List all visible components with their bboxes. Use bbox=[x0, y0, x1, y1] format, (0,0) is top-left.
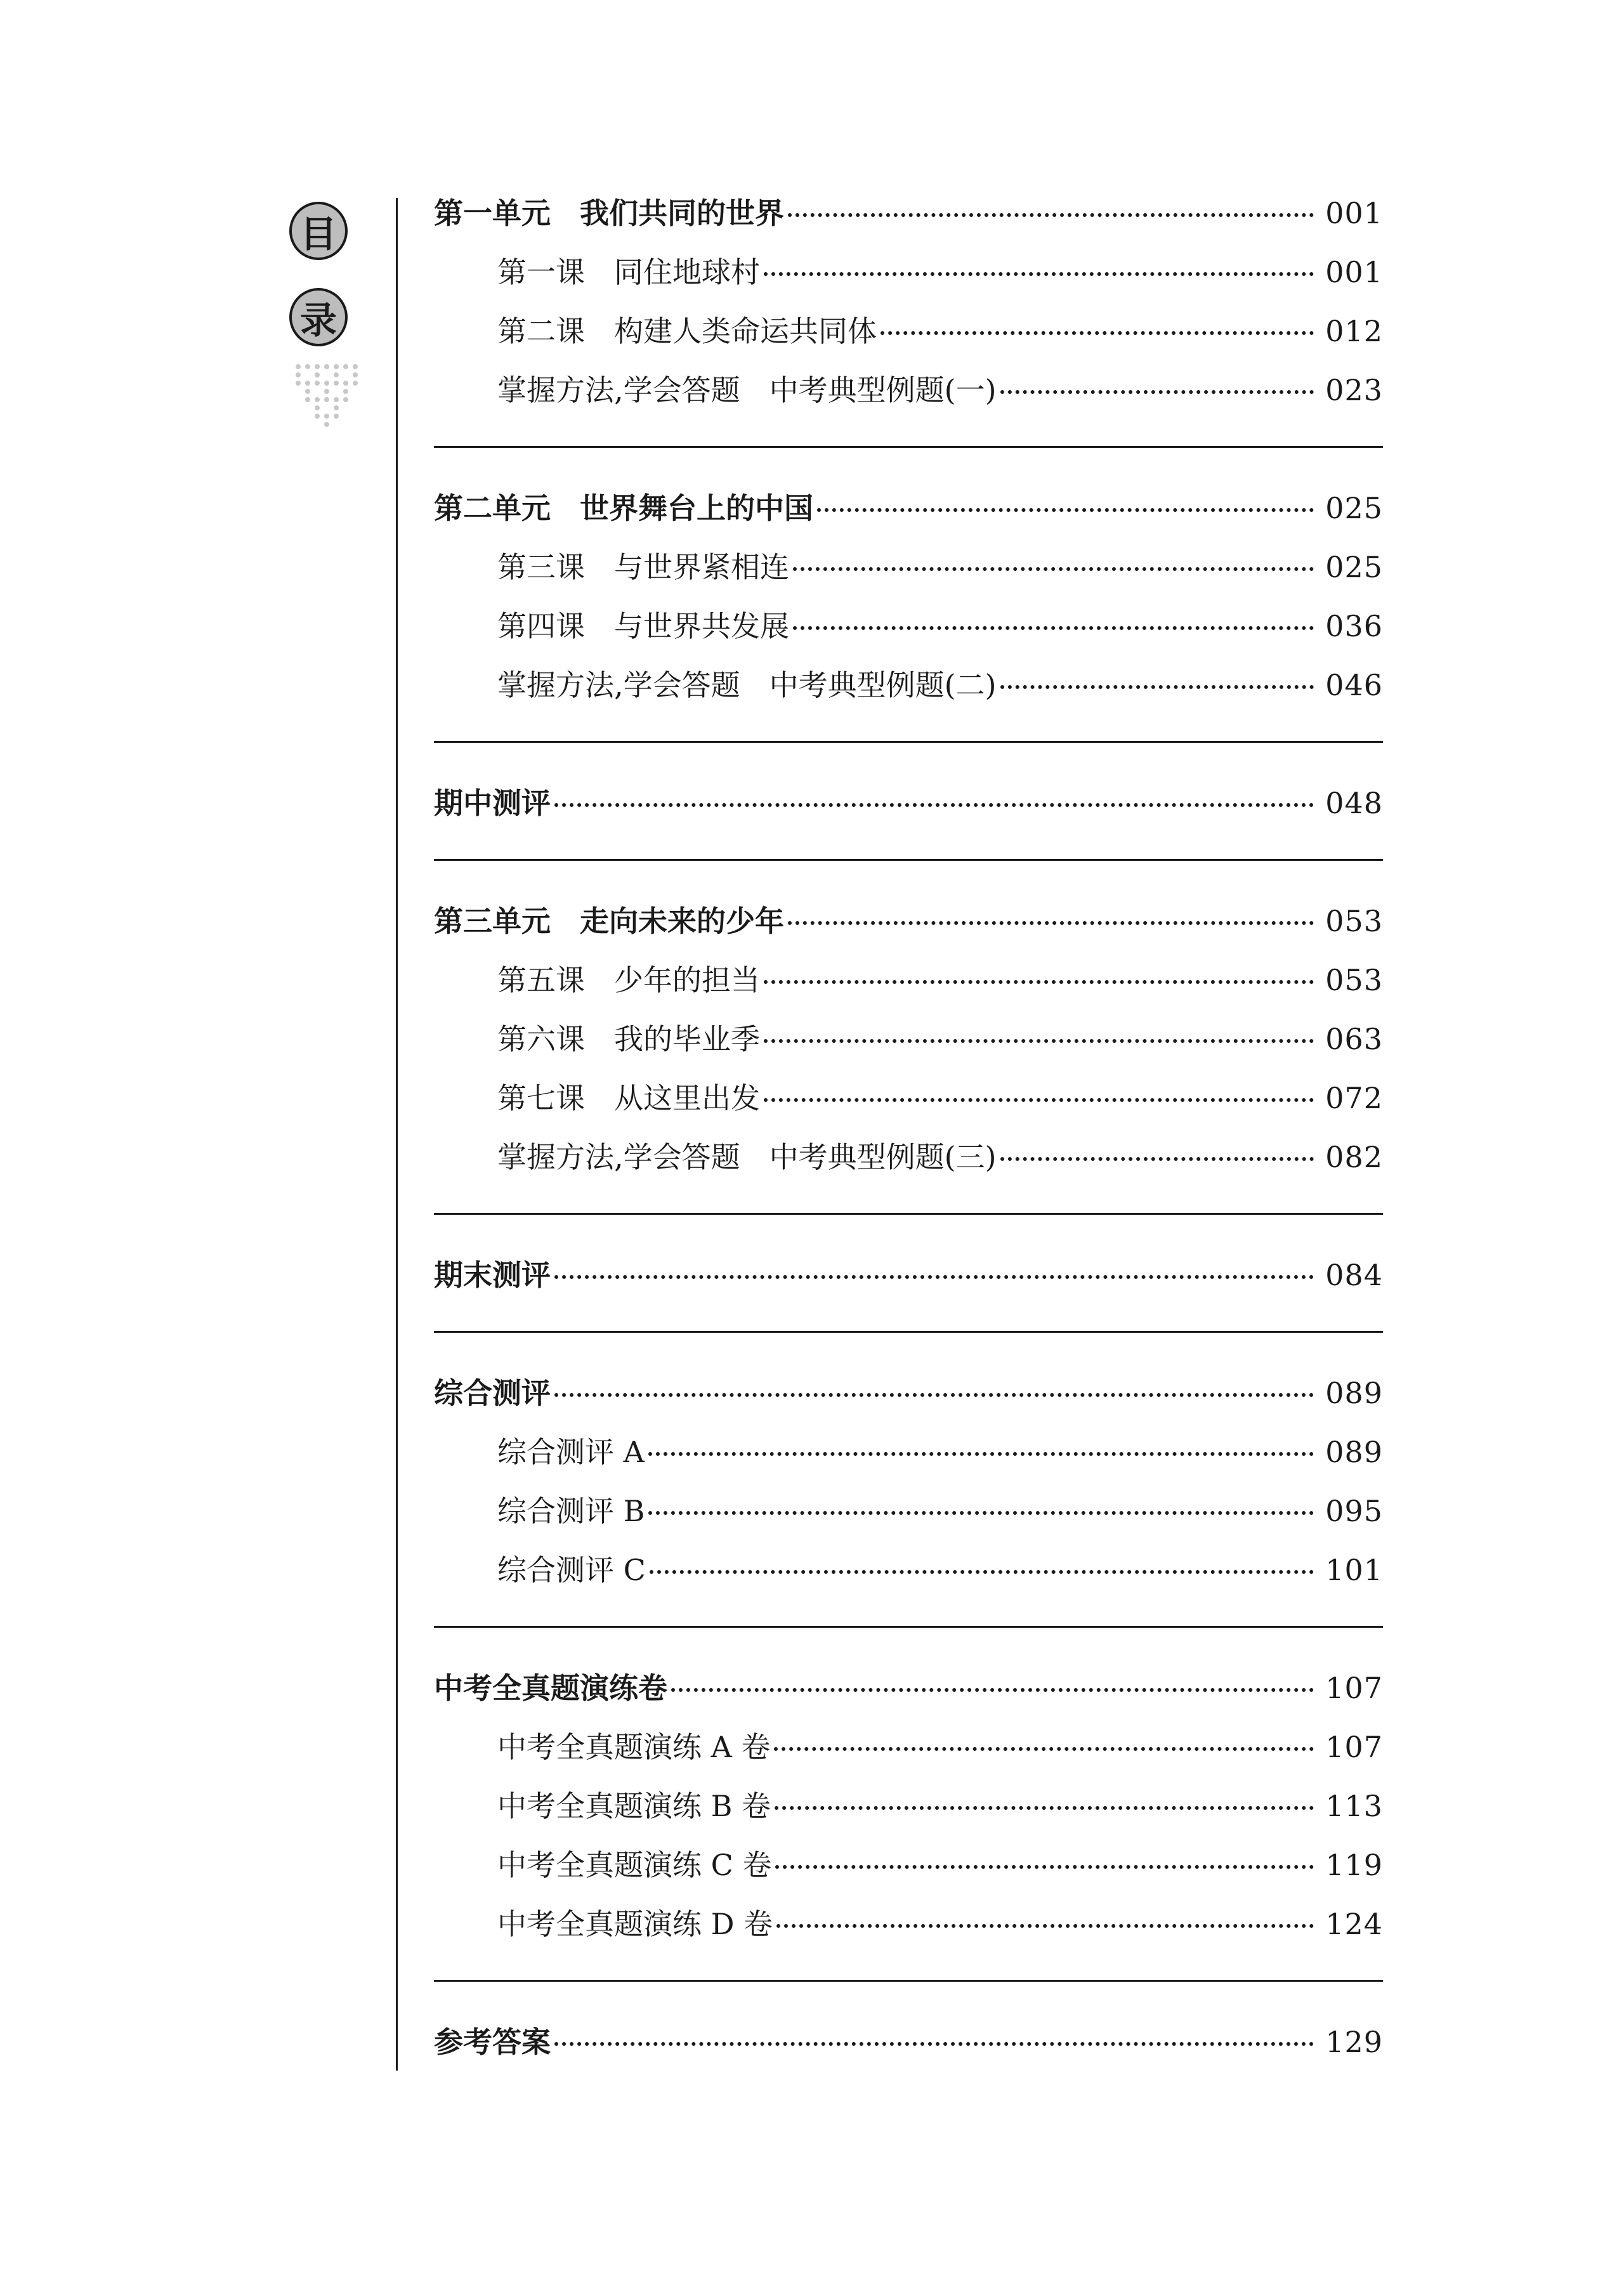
table-of-contents bbox=[434, 184, 1383, 2072]
dot-ornament-icon bbox=[296, 364, 350, 427]
toc-lesson-entry[interactable] bbox=[434, 243, 1383, 302]
toc-lesson-entry-page-number: 036 bbox=[1325, 609, 1383, 643]
section-separator bbox=[434, 1213, 1383, 1215]
toc-lesson-entry[interactable] bbox=[434, 1010, 1383, 1069]
toc-lesson-entry-title: 第一课 同住地球村 bbox=[497, 255, 760, 289]
toc-lesson-entry-page-number: 119 bbox=[1325, 1848, 1383, 1882]
dot-leader bbox=[554, 1393, 1314, 1397]
toc-lesson-entry-page-number: 082 bbox=[1325, 1140, 1383, 1174]
toc-lesson-entry-title: 第四课 与世界共发展 bbox=[497, 609, 789, 643]
toc-badge-lu: 录 bbox=[289, 288, 348, 346]
toc-section-entry-title: 参考答案 bbox=[434, 2025, 551, 2059]
toc-section-entry-page-number: 107 bbox=[1325, 1671, 1383, 1705]
toc-lesson-entry-page-number: 095 bbox=[1325, 1494, 1383, 1528]
toc-lesson-entry-title: 中考全真题演练 D 卷 bbox=[497, 1907, 773, 1941]
toc-lesson-entry-page-number: 107 bbox=[1325, 1730, 1383, 1764]
dot-leader bbox=[764, 1098, 1314, 1102]
toc-lesson-entry[interactable] bbox=[434, 1895, 1383, 1954]
toc-lesson-entry-page-number: 046 bbox=[1325, 668, 1383, 702]
toc-section-entry[interactable] bbox=[434, 1659, 1383, 1718]
toc-lesson-entry[interactable] bbox=[434, 361, 1383, 420]
toc-lesson-entry-page-number: 063 bbox=[1325, 1022, 1383, 1056]
section-separator bbox=[434, 1331, 1383, 1333]
toc-section-entry-title: 第一单元 我们共同的世界 bbox=[434, 196, 784, 230]
toc-lesson-entry-title: 中考全真题演练 B 卷 bbox=[497, 1789, 771, 1823]
section-separator bbox=[434, 741, 1383, 743]
dot-leader bbox=[881, 331, 1314, 335]
toc-section-entry[interactable] bbox=[434, 479, 1383, 538]
toc-lesson-entry-page-number: 053 bbox=[1325, 963, 1383, 997]
toc-section-entry[interactable] bbox=[434, 1364, 1383, 1423]
dot-leader bbox=[788, 921, 1314, 925]
dot-leader bbox=[793, 626, 1314, 630]
dot-leader bbox=[817, 508, 1314, 512]
toc-sidebar bbox=[289, 202, 350, 427]
dot-leader bbox=[1000, 390, 1314, 394]
toc-badge-mu: 目 bbox=[289, 202, 348, 260]
dot-leader bbox=[554, 2042, 1314, 2046]
dot-leader bbox=[1000, 1157, 1314, 1161]
toc-section-entry[interactable] bbox=[434, 2013, 1383, 2072]
toc-section-entry-page-number: 001 bbox=[1325, 196, 1383, 230]
section-separator bbox=[434, 446, 1383, 448]
toc-lesson-entry-page-number: 072 bbox=[1325, 1081, 1383, 1115]
toc-lesson-entry-page-number: 124 bbox=[1325, 1907, 1383, 1941]
dot-leader bbox=[648, 1452, 1314, 1456]
section-separator bbox=[434, 1980, 1383, 1982]
toc-lesson-entry[interactable] bbox=[434, 1836, 1383, 1895]
toc-section-entry-title: 第二单元 世界舞台上的中国 bbox=[434, 491, 813, 525]
toc-lesson-entry[interactable] bbox=[434, 1777, 1383, 1836]
toc-section-entry-page-number: 084 bbox=[1325, 1258, 1383, 1292]
dot-leader bbox=[776, 1924, 1314, 1928]
toc-lesson-entry[interactable] bbox=[434, 1128, 1383, 1187]
toc-lesson-entry[interactable] bbox=[434, 302, 1383, 361]
dot-leader bbox=[554, 803, 1314, 807]
section-separator bbox=[434, 1626, 1383, 1628]
dot-leader bbox=[764, 980, 1314, 984]
toc-lesson-entry-title: 第六课 我的毕业季 bbox=[497, 1022, 760, 1056]
dot-leader bbox=[793, 567, 1314, 571]
toc-lesson-entry-title: 第七课 从这里出发 bbox=[497, 1081, 760, 1115]
dot-leader bbox=[1000, 685, 1314, 689]
toc-lesson-entry-page-number: 025 bbox=[1325, 550, 1383, 584]
toc-section-entry-title: 中考全真题演练卷 bbox=[434, 1671, 667, 1705]
toc-lesson-entry-title: 掌握方法,学会答题 中考典型例题(三) bbox=[497, 1140, 997, 1174]
section-separator bbox=[434, 859, 1383, 861]
toc-lesson-entry-title: 掌握方法,学会答题 中考典型例题(一) bbox=[497, 373, 997, 407]
toc-section-entry-title: 第三单元 走向未来的少年 bbox=[434, 904, 784, 938]
toc-section-entry-page-number: 129 bbox=[1325, 2025, 1383, 2059]
toc-section-entry-page-number: 053 bbox=[1325, 904, 1383, 938]
toc-lesson-entry-page-number: 023 bbox=[1325, 373, 1383, 407]
toc-lesson-entry-title: 综合测评 A bbox=[497, 1435, 645, 1469]
toc-section-entry-page-number: 048 bbox=[1325, 786, 1383, 820]
dot-leader bbox=[774, 1747, 1314, 1751]
toc-lesson-entry-title: 第二课 构建人类命运共同体 bbox=[497, 314, 877, 348]
toc-lesson-entry[interactable] bbox=[434, 656, 1383, 715]
toc-lesson-entry-title: 掌握方法,学会答题 中考典型例题(二) bbox=[497, 668, 997, 702]
dot-leader bbox=[671, 1688, 1314, 1692]
toc-section-entry[interactable] bbox=[434, 892, 1383, 951]
toc-lesson-entry-title: 中考全真题演练 C 卷 bbox=[497, 1848, 772, 1882]
toc-lesson-entry-title: 第五课 少年的担当 bbox=[497, 963, 760, 997]
toc-section-entry[interactable] bbox=[434, 184, 1383, 243]
vertical-divider bbox=[396, 198, 398, 2071]
toc-section-entry-title: 期中测评 bbox=[434, 786, 551, 820]
toc-lesson-entry-title: 综合测评 C bbox=[497, 1553, 646, 1587]
toc-section-entry-title: 期末测评 bbox=[434, 1258, 551, 1292]
dot-leader bbox=[764, 1039, 1314, 1043]
toc-lesson-entry[interactable] bbox=[434, 1718, 1383, 1777]
dot-leader bbox=[648, 1511, 1314, 1515]
dot-leader bbox=[764, 272, 1314, 276]
toc-section-entry[interactable] bbox=[434, 1246, 1383, 1305]
dot-leader bbox=[788, 213, 1314, 217]
toc-lesson-entry[interactable] bbox=[434, 1482, 1383, 1541]
dot-leader bbox=[775, 1865, 1314, 1869]
toc-lesson-entry[interactable] bbox=[434, 1069, 1383, 1128]
dot-leader bbox=[554, 1275, 1314, 1279]
toc-lesson-entry[interactable] bbox=[434, 1541, 1383, 1600]
toc-section-entry-page-number: 089 bbox=[1325, 1376, 1383, 1410]
toc-lesson-entry-title: 综合测评 B bbox=[497, 1494, 645, 1528]
toc-section-entry-page-number: 025 bbox=[1325, 491, 1383, 525]
toc-lesson-entry[interactable] bbox=[434, 597, 1383, 656]
toc-section-entry[interactable] bbox=[434, 774, 1383, 833]
toc-lesson-entry-page-number: 101 bbox=[1325, 1553, 1383, 1587]
dot-leader bbox=[650, 1570, 1314, 1574]
toc-lesson-entry-page-number: 089 bbox=[1325, 1435, 1383, 1469]
toc-lesson-entry-page-number: 001 bbox=[1325, 255, 1383, 289]
toc-lesson-entry[interactable] bbox=[434, 951, 1383, 1010]
toc-lesson-entry-page-number: 012 bbox=[1325, 314, 1383, 348]
toc-lesson-entry[interactable] bbox=[434, 1423, 1383, 1482]
toc-lesson-entry-title: 第三课 与世界紧相连 bbox=[497, 550, 789, 584]
toc-section-entry-title: 综合测评 bbox=[434, 1376, 551, 1410]
dot-leader bbox=[775, 1806, 1314, 1810]
toc-lesson-entry-title: 中考全真题演练 A 卷 bbox=[497, 1730, 771, 1764]
toc-lesson-entry[interactable] bbox=[434, 538, 1383, 597]
toc-lesson-entry-page-number: 113 bbox=[1325, 1789, 1383, 1823]
